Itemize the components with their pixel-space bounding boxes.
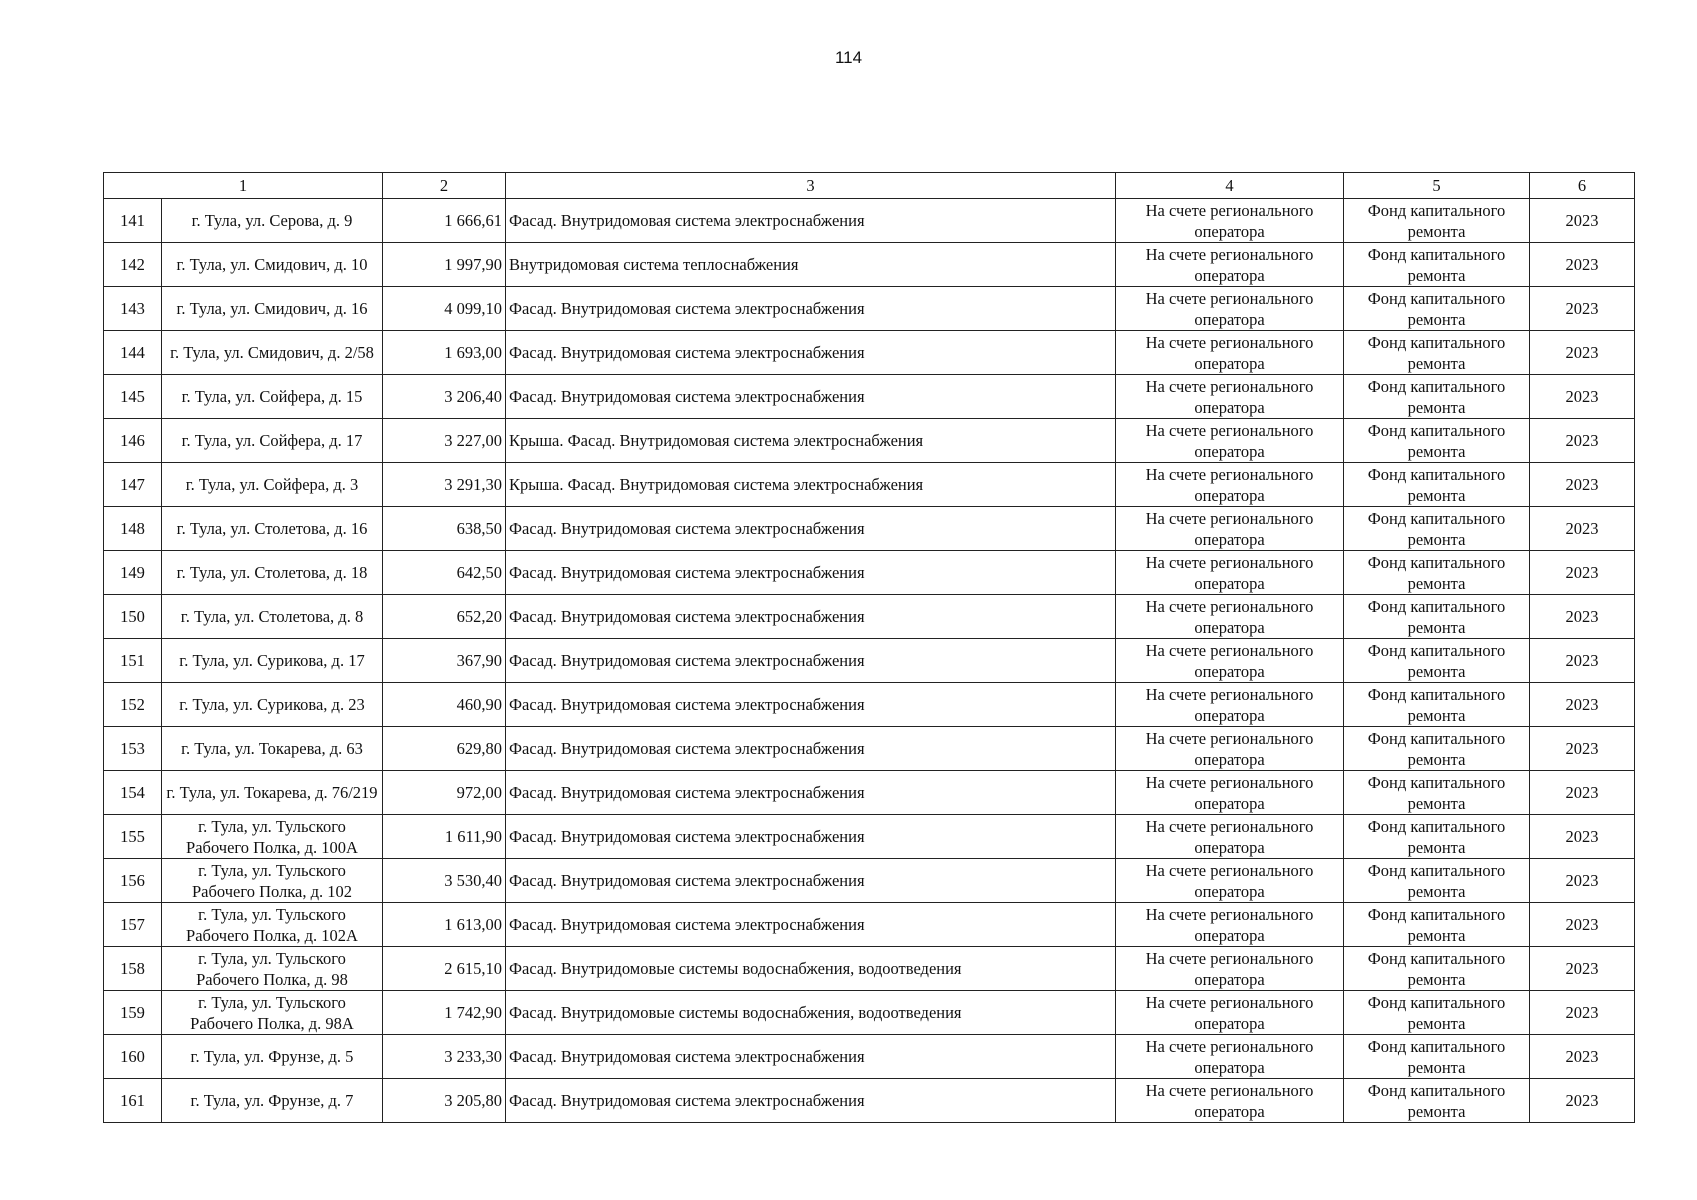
funding-source-cell: Фонд капитального ремонта bbox=[1344, 331, 1530, 375]
table-row bbox=[104, 815, 1635, 859]
funding-source-cell: Фонд капитального ремонта bbox=[1344, 199, 1530, 243]
table-row bbox=[104, 947, 1635, 991]
account-cell: На счете регионального оператора bbox=[1116, 859, 1344, 903]
funding-source-cell: Фонд капитального ремонта bbox=[1344, 375, 1530, 419]
account-cell: На счете регионального оператора bbox=[1116, 815, 1344, 859]
column-header-5: 5 bbox=[1344, 173, 1530, 199]
funding-source-cell: Фонд капитального ремонта bbox=[1344, 639, 1530, 683]
works-cell: Фасад. Внутридомовая система электроснабжения bbox=[506, 331, 1116, 375]
area-cell: 460,90 bbox=[383, 683, 506, 727]
area-cell: 642,50 bbox=[383, 551, 506, 595]
row-number-cell: 161 bbox=[104, 1079, 162, 1123]
works-cell: Фасад. Внутридомовая система электроснабжения bbox=[506, 199, 1116, 243]
year-cell: 2023 bbox=[1530, 507, 1635, 551]
address-cell: г. Тула, ул. Смидович, д. 10 bbox=[162, 243, 383, 287]
address-cell: г. Тула, ул. Тульского Рабочего Полка, д. 100А bbox=[162, 815, 383, 859]
year-cell: 2023 bbox=[1530, 287, 1635, 331]
year-cell: 2023 bbox=[1530, 419, 1635, 463]
year-cell: 2023 bbox=[1530, 199, 1635, 243]
funding-source-cell: Фонд капитального ремонта bbox=[1344, 463, 1530, 507]
address-cell: г. Тула, ул. Фрунзе, д. 7 bbox=[162, 1079, 383, 1123]
account-cell: На счете регионального оператора bbox=[1116, 903, 1344, 947]
works-cell: Фасад. Внутридомовая система электроснабжения bbox=[506, 815, 1116, 859]
year-cell: 2023 bbox=[1530, 1079, 1635, 1123]
year-cell: 2023 bbox=[1530, 1035, 1635, 1079]
table-row bbox=[104, 419, 1635, 463]
address-cell: г. Тула, ул. Фрунзе, д. 5 bbox=[162, 1035, 383, 1079]
year-cell: 2023 bbox=[1530, 991, 1635, 1035]
address-cell: г. Тула, ул. Токарева, д. 76/219 bbox=[162, 771, 383, 815]
row-number-cell: 148 bbox=[104, 507, 162, 551]
row-number-cell: 153 bbox=[104, 727, 162, 771]
table-row bbox=[104, 507, 1635, 551]
works-cell: Внутридомовая система теплоснабжения bbox=[506, 243, 1116, 287]
table-row bbox=[104, 859, 1635, 903]
area-cell: 1 611,90 bbox=[383, 815, 506, 859]
address-cell: г. Тула, ул. Токарева, д. 63 bbox=[162, 727, 383, 771]
row-number-cell: 147 bbox=[104, 463, 162, 507]
funding-source-cell: Фонд капитального ремонта bbox=[1344, 727, 1530, 771]
table-row bbox=[104, 287, 1635, 331]
row-number-cell: 146 bbox=[104, 419, 162, 463]
funding-source-cell: Фонд капитального ремонта bbox=[1344, 1079, 1530, 1123]
address-cell: г. Тула, ул. Сойфера, д. 15 bbox=[162, 375, 383, 419]
area-cell: 3 206,40 bbox=[383, 375, 506, 419]
funding-source-cell: Фонд капитального ремонта bbox=[1344, 595, 1530, 639]
works-cell: Фасад. Внутридомовая система электроснабжения bbox=[506, 1035, 1116, 1079]
funding-source-cell: Фонд капитального ремонта bbox=[1344, 991, 1530, 1035]
funding-source-cell: Фонд капитального ремонта bbox=[1344, 243, 1530, 287]
table-row bbox=[104, 463, 1635, 507]
area-cell: 629,80 bbox=[383, 727, 506, 771]
funding-source-cell: Фонд капитального ремонта bbox=[1344, 947, 1530, 991]
works-cell: Фасад. Внутридомовая система электроснабжения bbox=[506, 1079, 1116, 1123]
area-cell: 638,50 bbox=[383, 507, 506, 551]
table-row bbox=[104, 683, 1635, 727]
year-cell: 2023 bbox=[1530, 683, 1635, 727]
account-cell: На счете регионального оператора bbox=[1116, 287, 1344, 331]
table-row bbox=[104, 991, 1635, 1035]
row-number-cell: 144 bbox=[104, 331, 162, 375]
year-cell: 2023 bbox=[1530, 947, 1635, 991]
year-cell: 2023 bbox=[1530, 331, 1635, 375]
address-cell: г. Тула, ул. Смидович, д. 2/58 bbox=[162, 331, 383, 375]
area-cell: 3 233,30 bbox=[383, 1035, 506, 1079]
row-number-cell: 149 bbox=[104, 551, 162, 595]
row-number-cell: 145 bbox=[104, 375, 162, 419]
address-cell: г. Тула, ул. Столетова, д. 16 bbox=[162, 507, 383, 551]
year-cell: 2023 bbox=[1530, 243, 1635, 287]
address-cell: г. Тула, ул. Смидович, д. 16 bbox=[162, 287, 383, 331]
row-number-cell: 155 bbox=[104, 815, 162, 859]
works-cell: Крыша. Фасад. Внутридомовая система электроснабжения bbox=[506, 463, 1116, 507]
account-cell: На счете регионального оператора bbox=[1116, 507, 1344, 551]
year-cell: 2023 bbox=[1530, 903, 1635, 947]
address-cell: г. Тула, ул. Сурикова, д. 23 bbox=[162, 683, 383, 727]
funding-source-cell: Фонд капитального ремонта bbox=[1344, 287, 1530, 331]
table-row bbox=[104, 903, 1635, 947]
address-cell: г. Тула, ул. Тульского Рабочего Полка, д. 102А bbox=[162, 903, 383, 947]
account-cell: На счете регионального оператора bbox=[1116, 683, 1344, 727]
funding-source-cell: Фонд капитального ремонта bbox=[1344, 507, 1530, 551]
year-cell: 2023 bbox=[1530, 771, 1635, 815]
funding-source-cell: Фонд капитального ремонта bbox=[1344, 815, 1530, 859]
table-row bbox=[104, 331, 1635, 375]
address-cell: г. Тула, ул. Тульского Рабочего Полка, д. 98А bbox=[162, 991, 383, 1035]
area-cell: 1 693,00 bbox=[383, 331, 506, 375]
works-cell: Фасад. Внутридомовая система электроснабжения bbox=[506, 859, 1116, 903]
table-row bbox=[104, 551, 1635, 595]
works-cell: Фасад. Внутридомовая система электроснабжения bbox=[506, 727, 1116, 771]
area-cell: 972,00 bbox=[383, 771, 506, 815]
works-cell: Фасад. Внутридомовая система электроснабжения bbox=[506, 551, 1116, 595]
table-row bbox=[104, 727, 1635, 771]
address-cell: г. Тула, ул. Сойфера, д. 17 bbox=[162, 419, 383, 463]
area-cell: 367,90 bbox=[383, 639, 506, 683]
table-row bbox=[104, 1079, 1635, 1123]
account-cell: На счете регионального оператора bbox=[1116, 1035, 1344, 1079]
area-cell: 1 997,90 bbox=[383, 243, 506, 287]
account-cell: На счете регионального оператора bbox=[1116, 551, 1344, 595]
account-cell: На счете регионального оператора bbox=[1116, 595, 1344, 639]
area-cell: 3 530,40 bbox=[383, 859, 506, 903]
account-cell: На счете регионального оператора bbox=[1116, 199, 1344, 243]
address-cell: г. Тула, ул. Сойфера, д. 3 bbox=[162, 463, 383, 507]
area-cell: 652,20 bbox=[383, 595, 506, 639]
area-cell: 1 666,61 bbox=[383, 199, 506, 243]
table-row bbox=[104, 639, 1635, 683]
account-cell: На счете регионального оператора bbox=[1116, 243, 1344, 287]
funding-source-cell: Фонд капитального ремонта bbox=[1344, 903, 1530, 947]
row-number-cell: 154 bbox=[104, 771, 162, 815]
year-cell: 2023 bbox=[1530, 551, 1635, 595]
column-header-3: 3 bbox=[506, 173, 1116, 199]
year-cell: 2023 bbox=[1530, 595, 1635, 639]
row-number-cell: 156 bbox=[104, 859, 162, 903]
account-cell: На счете регионального оператора bbox=[1116, 771, 1344, 815]
works-cell: Фасад. Внутридомовая система электроснабжения bbox=[506, 595, 1116, 639]
works-cell: Фасад. Внутридомовая система электроснабжения bbox=[506, 287, 1116, 331]
area-cell: 1 613,00 bbox=[383, 903, 506, 947]
table-body bbox=[104, 199, 1635, 1123]
address-cell: г. Тула, ул. Тульского Рабочего Полка, д. 102 bbox=[162, 859, 383, 903]
table-row bbox=[104, 1035, 1635, 1079]
area-cell: 4 099,10 bbox=[383, 287, 506, 331]
works-cell: Фасад. Внутридомовая система электроснабжения bbox=[506, 375, 1116, 419]
works-cell: Фасад. Внутридомовая система электроснабжения bbox=[506, 903, 1116, 947]
row-number-cell: 151 bbox=[104, 639, 162, 683]
address-cell: г. Тула, ул. Серова, д. 9 bbox=[162, 199, 383, 243]
address-cell: г. Тула, ул. Столетова, д. 18 bbox=[162, 551, 383, 595]
table-row bbox=[104, 375, 1635, 419]
account-cell: На счете регионального оператора bbox=[1116, 991, 1344, 1035]
year-cell: 2023 bbox=[1530, 639, 1635, 683]
area-cell: 3 205,80 bbox=[383, 1079, 506, 1123]
row-number-cell: 159 bbox=[104, 991, 162, 1035]
works-cell: Фасад. Внутридомовая система электроснабжения bbox=[506, 639, 1116, 683]
table-row bbox=[104, 771, 1635, 815]
account-cell: На счете регионального оператора bbox=[1116, 1079, 1344, 1123]
year-cell: 2023 bbox=[1530, 859, 1635, 903]
page-number: 114 bbox=[834, 48, 863, 67]
column-header-1: 1 bbox=[104, 173, 383, 199]
row-number-cell: 157 bbox=[104, 903, 162, 947]
funding-source-cell: Фонд капитального ремонта bbox=[1344, 771, 1530, 815]
works-cell: Фасад. Внутридомовые системы водоснабжения, водоотведения bbox=[506, 991, 1116, 1035]
row-number-cell: 150 bbox=[104, 595, 162, 639]
year-cell: 2023 bbox=[1530, 463, 1635, 507]
account-cell: На счете регионального оператора bbox=[1116, 375, 1344, 419]
table-row bbox=[104, 595, 1635, 639]
address-cell: г. Тула, ул. Тульского Рабочего Полка, д. 98 bbox=[162, 947, 383, 991]
area-cell: 1 742,90 bbox=[383, 991, 506, 1035]
funding-source-cell: Фонд капитального ремонта bbox=[1344, 683, 1530, 727]
works-cell: Фасад. Внутридомовая система электроснабжения bbox=[506, 507, 1116, 551]
column-header-6: 6 bbox=[1530, 173, 1635, 199]
capital-repair-table bbox=[103, 172, 1635, 1123]
funding-source-cell: Фонд капитального ремонта bbox=[1344, 859, 1530, 903]
area-cell: 3 291,30 bbox=[383, 463, 506, 507]
year-cell: 2023 bbox=[1530, 815, 1635, 859]
works-cell: Фасад. Внутридомовая система электроснабжения bbox=[506, 683, 1116, 727]
row-number-cell: 142 bbox=[104, 243, 162, 287]
row-number-cell: 158 bbox=[104, 947, 162, 991]
account-cell: На счете регионального оператора bbox=[1116, 331, 1344, 375]
row-number-cell: 160 bbox=[104, 1035, 162, 1079]
column-number-row bbox=[104, 173, 1635, 199]
column-header-2: 2 bbox=[383, 173, 506, 199]
address-cell: г. Тула, ул. Сурикова, д. 17 bbox=[162, 639, 383, 683]
table-row bbox=[104, 199, 1635, 243]
year-cell: 2023 bbox=[1530, 375, 1635, 419]
year-cell: 2023 bbox=[1530, 727, 1635, 771]
address-cell: г. Тула, ул. Столетова, д. 8 bbox=[162, 595, 383, 639]
account-cell: На счете регионального оператора bbox=[1116, 419, 1344, 463]
account-cell: На счете регионального оператора bbox=[1116, 639, 1344, 683]
account-cell: На счете регионального оператора bbox=[1116, 727, 1344, 771]
works-cell: Фасад. Внутридомовая система электроснабжения bbox=[506, 771, 1116, 815]
row-number-cell: 152 bbox=[104, 683, 162, 727]
works-cell: Фасад. Внутридомовые системы водоснабжения, водоотведения bbox=[506, 947, 1116, 991]
funding-source-cell: Фонд капитального ремонта bbox=[1344, 419, 1530, 463]
row-number-cell: 143 bbox=[104, 287, 162, 331]
funding-source-cell: Фонд капитального ремонта bbox=[1344, 1035, 1530, 1079]
row-number-cell: 141 bbox=[104, 199, 162, 243]
account-cell: На счете регионального оператора bbox=[1116, 463, 1344, 507]
funding-source-cell: Фонд капитального ремонта bbox=[1344, 551, 1530, 595]
table-row bbox=[104, 243, 1635, 287]
area-cell: 3 227,00 bbox=[383, 419, 506, 463]
column-header-4: 4 bbox=[1116, 173, 1344, 199]
works-cell: Крыша. Фасад. Внутридомовая система электроснабжения bbox=[506, 419, 1116, 463]
area-cell: 2 615,10 bbox=[383, 947, 506, 991]
account-cell: На счете регионального оператора bbox=[1116, 947, 1344, 991]
